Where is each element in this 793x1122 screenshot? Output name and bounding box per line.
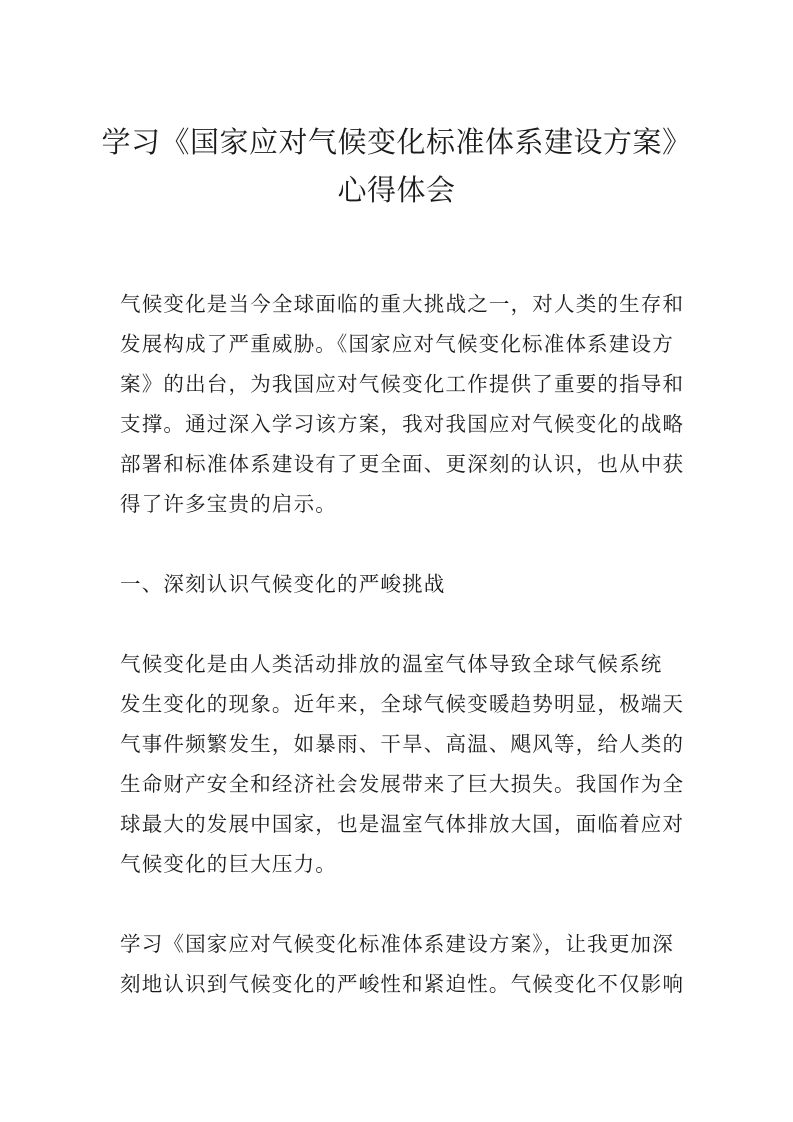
s1p1-line-3: 气事件频繁发生，如暴雨、干旱、高温、飓风等，给人类的: [120, 732, 685, 756]
intro-line-2: 发展构成了严重威胁。《国家应对气候变化标准体系建设方: [120, 332, 674, 356]
s1p2-line-2: 刻地认识到气候变化的严峻性和紧迫性。气候变化不仅影响: [120, 972, 685, 996]
document-body: [120, 284, 685, 1044]
title-line-2: 心得体会: [337, 173, 456, 207]
s1p2-line-1: 学习《国家应对气候变化标准体系建设方案》，让我更加深: [120, 932, 674, 956]
s1p1-line-2: 发生变化的现象。近年来，全球气候变暖趋势明显，极端天: [120, 692, 685, 716]
intro-line-1: 气候变化是当今全球面临的重大挑战之一，对人类的生存和: [120, 292, 685, 316]
intro-line-5: 部署和标准体系建设有了更全面、更深刻的认识，也从中获: [120, 452, 685, 476]
document-title: [100, 118, 693, 214]
intro-paragraph: [120, 284, 685, 524]
s1p1-line-5: 球最大的发展中国家，也是温室气体排放大国，面临着应对: [120, 812, 685, 836]
section-1-paragraph-1: [120, 644, 685, 884]
section-1-heading: 一、深刻认识气候变化的严峻挑战: [120, 572, 446, 596]
title-line-1: 学习《国家应对气候变化标准体系建设方案》: [101, 125, 692, 159]
s1p1-line-1: 气候变化是由人类活动排放的温室气体导致全球气候系统: [120, 652, 663, 676]
intro-line-6: 得了许多宝贵的启示。: [120, 492, 337, 516]
s1p1-line-4: 生命财产安全和经济社会发展带来了巨大损失。我国作为全: [120, 772, 685, 796]
intro-line-4: 支撑。通过深入学习该方案，我对我国应对气候变化的战略: [120, 412, 685, 436]
s1p1-line-6: 气候变化的巨大压力。: [120, 852, 337, 876]
section-1-paragraph-2: [120, 924, 685, 1004]
intro-line-3: 案》的出台，为我国应对气候变化工作提供了重要的指导和: [120, 372, 685, 396]
